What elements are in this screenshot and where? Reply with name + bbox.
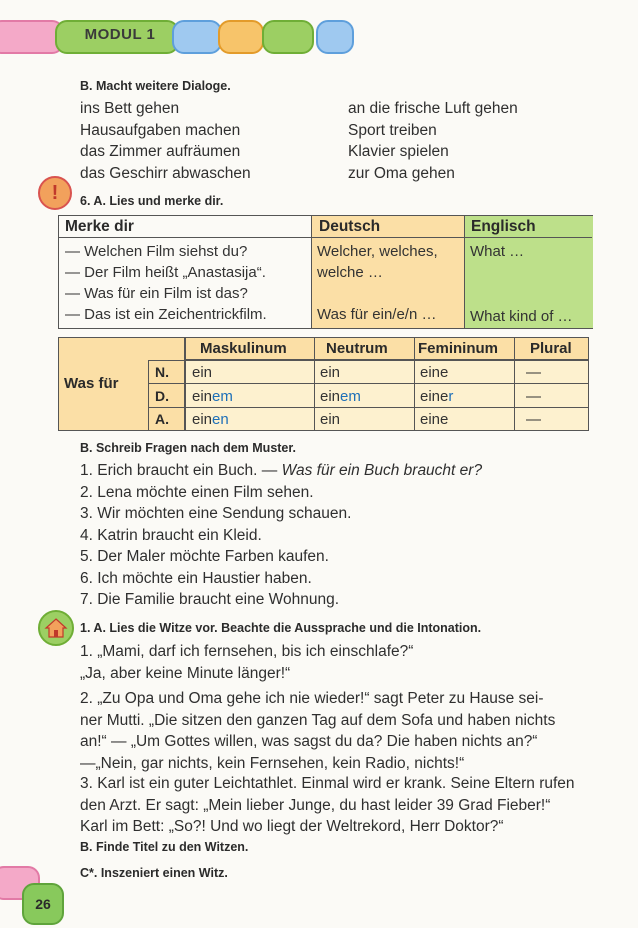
- merke-table: [58, 215, 593, 329]
- joke-3: 3. Karl ist ein guter Leichtathlet. Einmal wird er krank. Seine Eltern rufen den Arzt. Er sagt: „Mein lieber Junge, du hast leider 39 Grad Fieber!“ Karl im Bett: „So?! Und wo liegt der Weltrekord, Herr Doktor?“: [80, 775, 575, 835]
- column-header: Maskulinum: [200, 340, 287, 357]
- englisch-cell: What …: [470, 243, 525, 260]
- grammar-cell: einem: [192, 388, 233, 405]
- exclamation-mark: !: [51, 182, 59, 204]
- column-header: Neutrum: [326, 340, 388, 357]
- section-b-right-list: [348, 98, 518, 184]
- list-item: Klavier spielen: [348, 143, 449, 160]
- list-item: 6. Ich möchte ein Haustier haben.: [80, 569, 312, 587]
- list-item: 2. Lena möchte einen Film sehen.: [80, 483, 314, 501]
- merke-line: — Der Film heißt „Anastasija“.: [65, 264, 266, 281]
- task-b3-heading: B. Finde Titel zu den Witzen.: [80, 840, 249, 854]
- task-b2-heading: B. Schreib Fragen nach dem Muster.: [80, 441, 297, 455]
- case-label: N.: [155, 364, 169, 380]
- case-label: D.: [155, 388, 169, 404]
- merke-line: — Was für ein Film ist das?: [65, 285, 248, 302]
- column-header: Plural: [530, 340, 572, 357]
- grammar-cell: einen: [192, 411, 229, 428]
- englisch-header: Englisch: [471, 218, 536, 235]
- section-b-heading: B. Macht weitere Dialoge.: [80, 79, 231, 93]
- header-pill-orange: [218, 20, 264, 54]
- grammar-cell: ein: [320, 411, 341, 428]
- header-pill-green: [262, 20, 314, 54]
- was-fuer-label: Was für: [64, 375, 119, 392]
- list-item: das Geschirr abwaschen: [80, 164, 251, 182]
- grammar-cell: —: [526, 388, 541, 405]
- merke-line: — Das ist ein Zeichentrickfilm.: [65, 306, 267, 323]
- grammar-cell: einer: [420, 388, 454, 405]
- englisch-cell: What kind of …: [470, 308, 573, 325]
- list-item: 3. Wir möchten eine Sendung schauen.: [80, 505, 352, 522]
- grammar-cell: —: [526, 364, 541, 381]
- case-label: A.: [155, 411, 169, 427]
- header-pill-blue: [172, 20, 222, 54]
- joke-1: 1. „Mami, darf ich fernsehen, bis ich einschlafe?“ „Ja, aber keine Minute länger!“: [80, 643, 414, 682]
- merke-header: Merke dir: [65, 218, 134, 235]
- grammar-cell: einem: [320, 388, 361, 405]
- list-item: das Zimmer aufräumen: [80, 143, 241, 160]
- column-header: Femininum: [418, 340, 499, 357]
- list-item: Hausaufgaben machen: [80, 121, 241, 139]
- list-item: 5. Der Maler möchte Farben kaufen.: [80, 548, 329, 565]
- section-b-left-list: [80, 98, 251, 184]
- grammar-cell: —: [526, 411, 541, 428]
- house-icon: [38, 610, 74, 646]
- list-item: 1. Erich braucht ein Buch. — Was für ein Buch braucht er?: [80, 462, 483, 479]
- grammar-table: [58, 337, 589, 431]
- module-label: MODUL 1: [84, 26, 156, 43]
- deutsch-cell: welche …: [317, 264, 383, 281]
- deutsch-header: Deutsch: [319, 218, 381, 235]
- list-item: an die frische Luft gehen: [348, 100, 518, 117]
- list-item: 7. Die Familie braucht eine Wohnung.: [80, 591, 340, 608]
- list-item: 4. Katrin braucht ein Kleid.: [80, 526, 262, 544]
- deutsch-cell: Was für ein/e/n …: [317, 306, 437, 323]
- question-list: [80, 460, 482, 611]
- merke-line: — Welchen Film siehst du?: [65, 243, 248, 260]
- list-item: zur Oma gehen: [348, 164, 455, 182]
- list-item: Sport treiben: [348, 121, 437, 139]
- list-item: ins Bett gehen: [80, 100, 180, 117]
- joke-2: 2. „Zu Opa und Oma gehe ich nie wieder!“ sagt Peter zu Hause sei- ner Mutti. „Die sitzen den ganzen Tag auf dem Sofa und haben nichts an!“ — „Um Gottes willen, was sagst du da? Die haben nichts an?“ —„Nein, gar nichts, kein Fernsehen, kein Radio, nichts!“: [80, 690, 556, 772]
- page-number: 26: [22, 883, 64, 925]
- homework-heading: 1. A. Lies die Witze vor. Beachte die Aussprache und die Intonation.: [80, 621, 482, 635]
- exclamation-icon: [38, 176, 72, 210]
- header-pill-blue-2: [316, 20, 354, 54]
- grammar-cell: ein: [320, 364, 341, 381]
- grammar-cell: eine: [420, 364, 449, 381]
- deutsch-cell: Welcher, welches,: [317, 243, 438, 260]
- task-c-heading: C*. Inszeniert einen Witz.: [80, 866, 228, 880]
- grammar-cell: eine: [420, 411, 449, 428]
- task6-heading: 6. A. Lies und merke dir.: [80, 194, 224, 208]
- grammar-cell: ein: [192, 364, 213, 381]
